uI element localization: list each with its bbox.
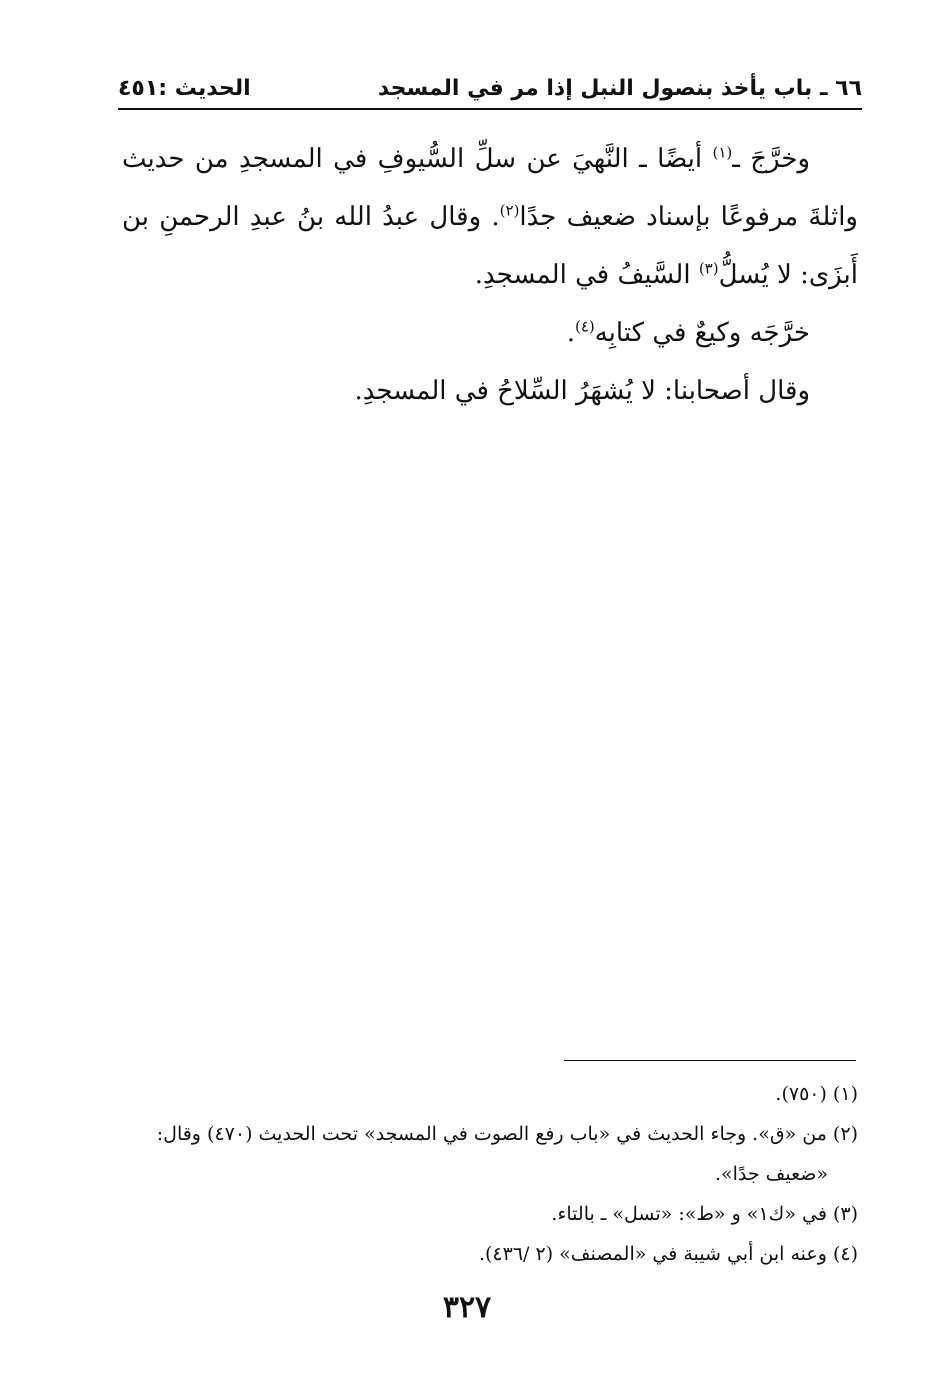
paragraph-2-text: خرَّجَه وكيعٌ في كتابِه — [594, 318, 810, 348]
footnote-2-continuation: «ضعيف جدًا». — [714, 1163, 828, 1185]
footnote-marker-2[interactable]: (٢) — [499, 201, 520, 220]
footnote-separator — [564, 1060, 856, 1061]
footnotes — [118, 1074, 858, 1274]
footnote-marker-1[interactable]: (١) — [712, 143, 733, 162]
paragraph-1-text: السَّيفُ في المسجدِ. — [474, 260, 699, 290]
running-header — [118, 72, 862, 110]
footnote-marker-4[interactable]: (٤) — [574, 317, 595, 336]
paragraph-1-text: أيضًا ـ النَّهيَ عن سلِّ السُّيوفِ في المسجدِ من حديث واثلةَ مرفوعًا بإسناد ضعيف جدًا — [122, 144, 858, 232]
main-text — [122, 130, 858, 420]
footnote-1: (١) (٧٥٠). — [775, 1083, 858, 1105]
footnote-3: (٣) في «ك١» و «ط»: «تسل» ـ بالتاء. — [551, 1203, 858, 1225]
page-number: ٣٢٧ — [442, 1290, 492, 1325]
chapter-title: ٦٦ ـ باب يأخذ بنصول النبل إذا مر في المسجد — [377, 76, 862, 101]
footnote-marker-3[interactable]: (٣) — [698, 259, 719, 278]
footnote-4: (٤) وعنه ابن أبي شيبة في «المصنف» (٢ /٤٣٦). — [478, 1243, 858, 1265]
hadith-reference: الحديث :٤٥١ — [118, 76, 251, 101]
paragraph-2-text: . — [566, 318, 575, 348]
paragraph-1 — [122, 130, 858, 304]
paragraph-1-text: وخرَّجَ ـ — [732, 144, 811, 174]
footnote-2: (٢) من «ق». وجاء الحديث في «باب رفع الصوت في المسجد» تحت الحديث (٤٧٠) وقال: — [156, 1123, 858, 1145]
paragraph-1-text: . وقال عبدُ الله بنُ عبدِ الرحمنِ بن أَبزَى: لا يُسلُّ — [122, 202, 858, 290]
paragraph-2 — [122, 304, 858, 362]
paragraph-3: وقال أصحابنا: لا يُشهَرُ السِّلاحُ في المسجدِ. — [354, 376, 810, 406]
